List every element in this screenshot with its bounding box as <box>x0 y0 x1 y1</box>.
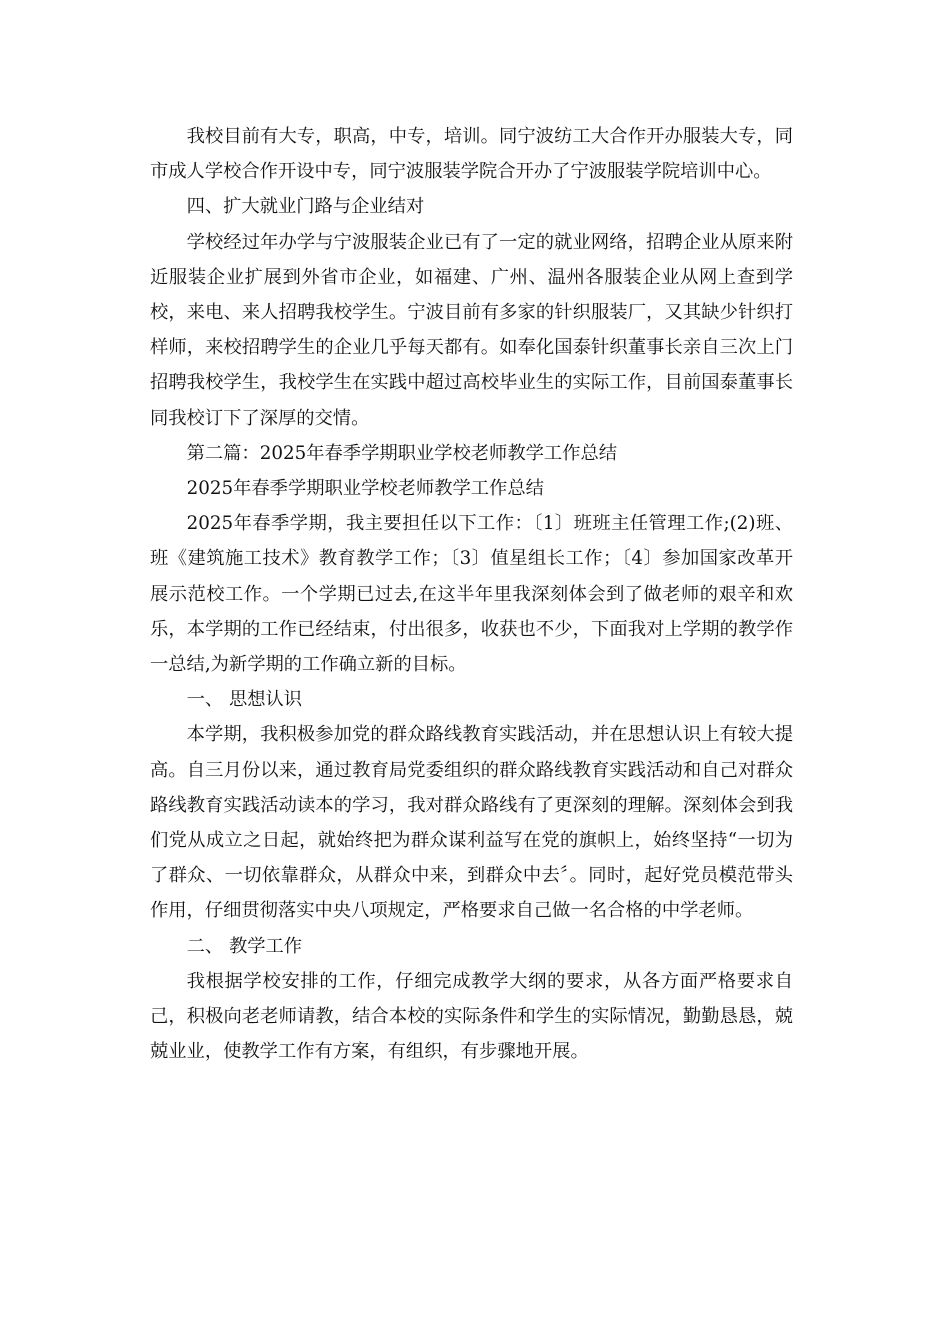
document-title: 2025年春季学期职业学校老师教学工作总结 <box>186 478 544 500</box>
paragraph-employment-network: 学校经过年办学与宁波服装企业已有了一定的就业网络，招聘企业从原来附近服装企业扩展到外省市企业，如福建、广州、温州各服装企业从网上查到学校，来电、来人招聘我校学生。宁波目前有多家的针织服装厂，又其缺少针织打样师，来校招聘学生的企业几乎每天都有。如奉化国泰针织董事长亲自三次上门招聘我校学生，我校学生在实践中超过高校毕业生的实际工作，目前国泰董事长同我校订下了深厚的交情。 <box>150 231 793 429</box>
paragraph-teaching: 我根据学校安排的工作，仔细完成教学大纲的要求，从各方面严格要求自己，积极向老老师请教，结合本校的实际条件和学生的实际情况，勤勤恳恳，兢兢业业，使教学工作有方案，有组织，有步骤地开展。 <box>150 970 793 1063</box>
document-page <box>150 119 793 1069</box>
section-heading-employment: 四、扩大就业门路与企业结对 <box>186 196 425 218</box>
paragraph-duties-summary: 2025年春季学期，我主要担任以下工作：〔1〕班班主任管理工作;(2)班、班《建筑施工技术》教育教学工作；〔3〕值星组长工作；〔4〕参加国家改革开展示范校工作。一个学期已过去,在这半年里我深刻体会到了做老师的艰辛和欢乐，本学期的工作已经结束，付出很多，收获也不少，下面我对上学期的教学作一总结,为新学期的工作确立新的目标。 <box>150 513 793 676</box>
paragraph-school-programs: 我校目前有大专，职高，中专，培训。同宁波纺工大合作开办服装大专，同市成人学校合作开设中专，同宁波服装学院合开办了宁波服装学院培训中心。 <box>150 126 793 183</box>
chapter-heading-part-two: 第二篇：2025年春季学期职业学校老师教学工作总结 <box>186 442 618 464</box>
section-heading-ideology: 一、 思想认识 <box>186 689 303 711</box>
section-heading-teaching: 二、 教学工作 <box>186 935 303 957</box>
paragraph-ideology: 本学期，我积极参加党的群众路线教育实践活动，并在思想认识上有较大提高。自三月份以来，通过教育局党委组织的群众路线教育实践活动和自己对群众路线教育实践活动读本的学习，我对群众路线有了更深刻的理解。深刻体会到我们党从成立之日起，就始终把为群众谋利益写在党的旗帜上，始终坚持“一切为了群众、一切依靠群众，从群众中来，到群众中去〞。同时，起好党员模范带头作用，仔细贯彻落实中央八项规定，严格要求自己做一名合格的中学老师。 <box>150 724 793 922</box>
